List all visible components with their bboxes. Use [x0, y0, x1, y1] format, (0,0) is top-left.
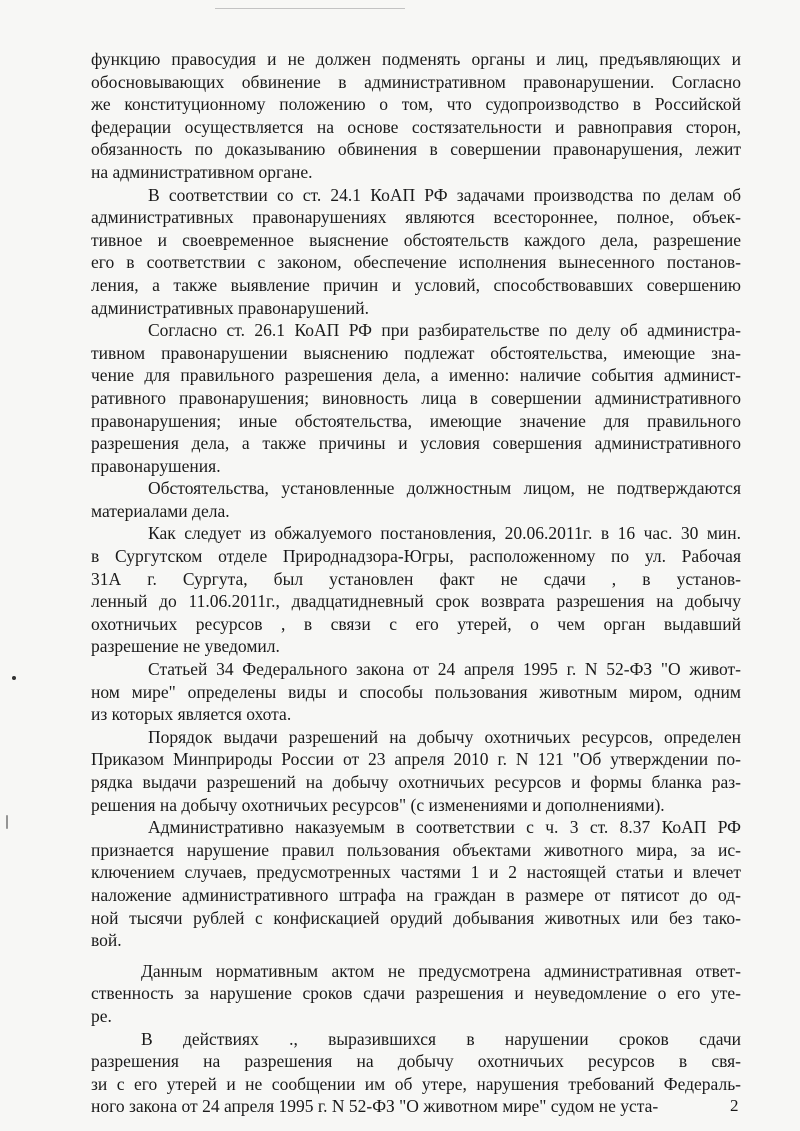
text-line: В действиях ., выразившихся в нарушении сроков сдачи: [141, 1028, 741, 1049]
text-line: Статьей 34 Федерального закона от 24 апреля 1995 г. N 52-ФЗ "О живот-: [148, 659, 741, 680]
document-body: [91, 48, 741, 1118]
text-line: охотничьих ресурсов , в связи с его утерей, о чем орган выдавший: [91, 613, 741, 634]
text-line: вой.: [91, 930, 122, 951]
text-line: Согласно ст. 26.1 КоАП РФ при разбирательстве по делу об администра-: [148, 320, 741, 341]
scan-artifact: [215, 0, 405, 9]
text-line: Приказом Минприроды России от 23 апреля 2010 г. N 121 "Об утверждении по-: [91, 749, 741, 770]
text-line: ления, а также выявление причин и условий, способствовавших совершению: [91, 274, 741, 295]
text-line: 31А г. Сургута, был установлен факт не сдачи , в установ-: [91, 568, 741, 589]
text-line: же конституционному положению о том, что судопроизводство в Российской: [91, 94, 741, 115]
text-line: административных правонарушений.: [91, 297, 369, 318]
paragraph: [91, 477, 741, 522]
text-line: обосновывающих обвинение в административном правонарушении. Согласно: [91, 71, 741, 92]
paragraph: [91, 726, 741, 816]
text-line: его в соответствии с законом, обеспечение исполнения вынесенного постанов-: [91, 252, 741, 273]
text-line: признается нарушение правил пользования объектами животного мира, за ис-: [91, 839, 741, 860]
scan-speck: [6, 815, 8, 829]
text-line: ного закона от 24 апреля 1995 г. N 52-ФЗ "О животном мире" судом не уста-: [91, 1096, 659, 1117]
text-line: ленный до 11.06.2011г., двадцатидневный срок возврата разрешения на добычу: [91, 591, 741, 612]
text-line: функцию правосудия и не должен подменять органы и лиц, предъявляющих и: [91, 49, 741, 69]
text-line: правонарушения.: [91, 455, 221, 476]
text-line: ративного правонарушения; виновность лица в совершении административного: [91, 387, 741, 408]
paragraph: [91, 658, 741, 726]
text-line: Административно наказуемым в соответствии с ч. 3 ст. 8.37 КоАП РФ: [148, 817, 741, 838]
text-line: материалами дела.: [91, 500, 230, 521]
page-number: 2: [730, 1096, 739, 1115]
text-line: Порядок выдачи разрешений на добычу охотничьих ресурсов, определен: [148, 726, 741, 747]
text-line: тивном правонарушении выяснению подлежат обстоятельства, имеющие зна-: [91, 342, 741, 363]
text-line: обязанность по доказыванию обвинения в совершении правонарушения, лежит: [91, 139, 741, 160]
paragraph: [91, 522, 741, 658]
text-line: зи с его утерей и не сообщении им об утере, нарушения требований Федераль-: [91, 1073, 741, 1094]
text-line: В соответствии со ст. 24.1 КоАП РФ задачами производства по делам об: [148, 184, 741, 205]
text-line: рядка выдачи разрешений на добычу охотничьих ресурсов и формы бланка раз-: [91, 772, 741, 792]
text-line: ном мире" определены виды и способы пользования животным миром, одним: [91, 681, 741, 702]
text-line: Как следует из обжалуемого постановления, 20.06.2011г. в 16 час. 30 мин.: [148, 523, 741, 544]
text-line: административных правонарушениях являются всестороннее, полное, объек-: [91, 207, 741, 228]
text-line: наложение административного штрафа на граждан в размере от пятисот до од-: [91, 884, 741, 905]
text-line: ре.: [91, 1005, 112, 1026]
text-line: из которых является охота.: [91, 704, 292, 725]
paragraph: [91, 319, 741, 477]
text-line: разрешение не уведомил.: [91, 636, 280, 657]
text-line: в Сургутском отделе Природнадзора-Югры, расположенному по ул. Рабочая: [91, 546, 741, 567]
text-line: чение для правильного разрешения дела, а именно: наличие события админист-: [91, 365, 741, 386]
text-line: ной тысячи рублей с конфискацией орудий добывания животных или без тако-: [91, 907, 741, 928]
text-line: федерации осуществляется на основе состязательности и равноправия сторон,: [91, 116, 741, 137]
paragraph: [91, 816, 741, 952]
paragraph: [91, 184, 741, 320]
text-line: правонарушения; иные обстоятельства, имеющие значение для правильного: [91, 410, 741, 431]
text-line: Данным нормативным актом не предусмотрена административная ответ-: [141, 960, 741, 981]
paragraph: [91, 48, 741, 184]
text-line: ключением случаев, предусмотренных частями 1 и 2 настоящей статьи и влечет: [91, 862, 741, 883]
text-line: Обстоятельства, установленные должностным лицом, не подтверждаются: [148, 478, 741, 499]
text-line: ственность за нарушение сроков сдачи разрешения и неуведомление о его уте-: [91, 983, 741, 1004]
text-line: на административном органе.: [91, 161, 313, 182]
text-line: тивное и своевременное выяснение обстоятельств каждого дела, разрешение: [91, 229, 741, 250]
text-line: решения на добычу охотничьих ресурсов" (с изменениями и дополнениями).: [91, 794, 665, 815]
text-line: разрешения дела, а также причины и условия совершения административного: [91, 433, 741, 454]
paragraph: [91, 1028, 741, 1118]
scan-speck: [12, 676, 16, 680]
text-line: разрешения на разрешения на добычу охотничьих ресурсов в свя-: [91, 1051, 741, 1072]
paragraph: [91, 960, 741, 1028]
